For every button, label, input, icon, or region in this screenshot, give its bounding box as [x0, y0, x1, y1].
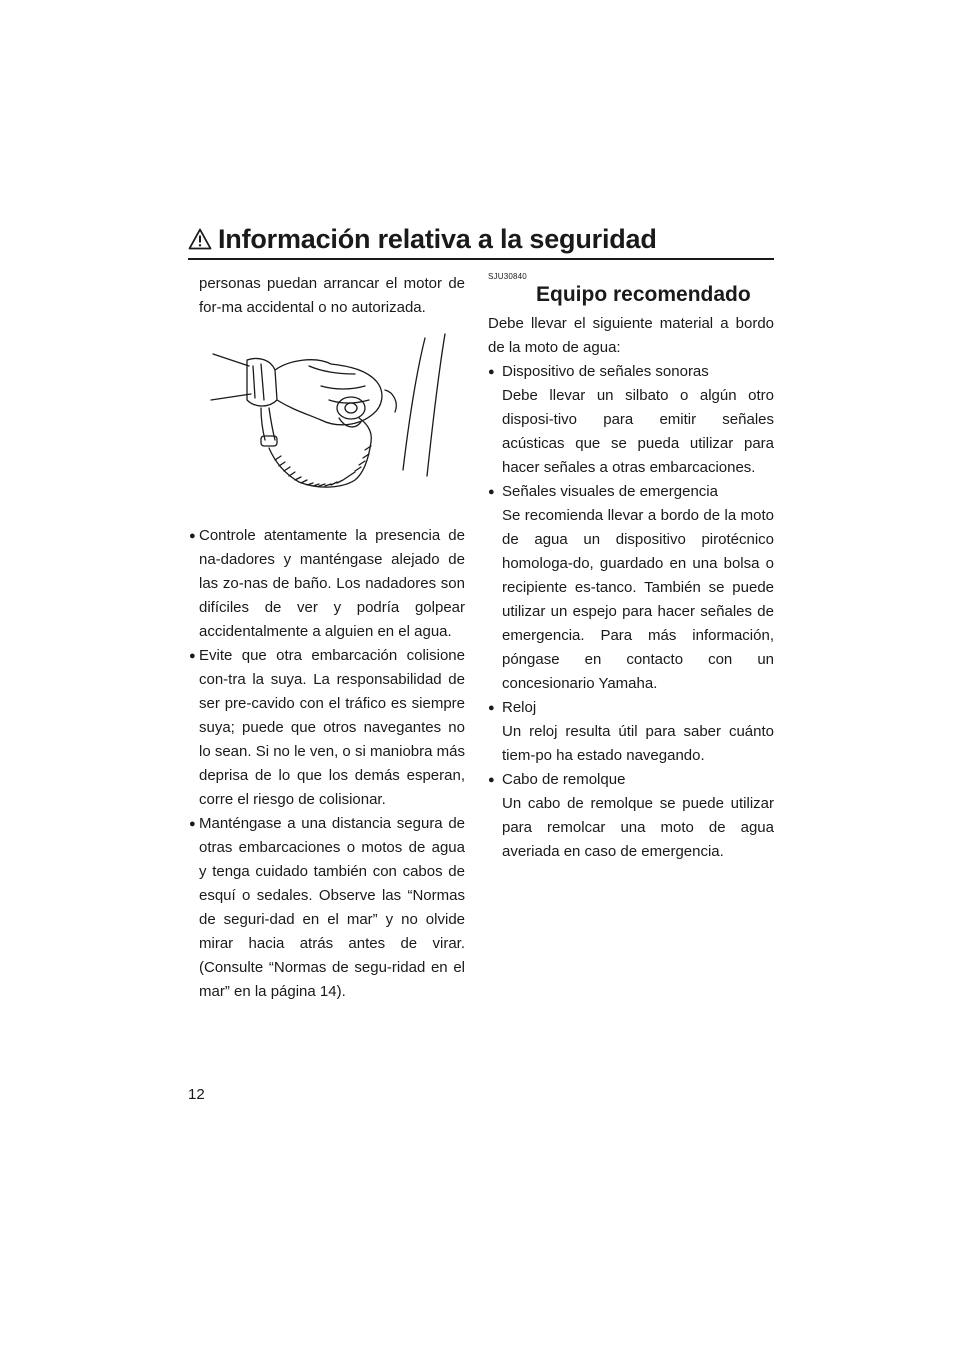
page-title: Información relativa a la seguridad	[218, 224, 657, 254]
gloved-hand-lanyard-illustration	[189, 330, 465, 508]
bullet-icon: ●	[488, 702, 495, 714]
list-item: ● Evite que otra embarcación colisione con-tra la suya. La responsabilidad de ser pre-cavido con el tráfico es siempre suya; puede que otros navegantes no lo sean. Si no le ven, o si maniobra más deprisa de lo que los demás esperan, corre el riesgo de colisionar.	[189, 644, 465, 812]
item-title: Reloj	[502, 699, 537, 716]
list-item	[488, 768, 774, 792]
page-number: 12	[188, 1086, 205, 1103]
list-item	[488, 696, 774, 720]
bullet-icon: ●	[189, 818, 196, 830]
item-title: Dispositivo de señales sonoras	[502, 363, 709, 380]
bullet-icon: ●	[488, 486, 495, 498]
item-title: Cabo de remolque	[502, 771, 626, 788]
left-column	[189, 272, 465, 1004]
section-title: Equipo recomendado	[536, 283, 751, 306]
section-intro: Debe llevar el siguiente material a bordo de la moto de agua:	[488, 315, 774, 356]
intro-paragraph: personas puedan arrancar el motor de for-ma accidental o no autorizada.	[199, 275, 465, 316]
warning-triangle-icon	[188, 228, 212, 250]
list-item	[488, 360, 774, 384]
section-code: SJU30840	[488, 272, 527, 281]
bullet-icon: ●	[488, 774, 495, 786]
list-item: ● Controle atentamente la presencia de na-dadores y manténgase alejado de las zo-nas de baño. Los nadadores son difíciles de ver y podría golpear accidentalmente a alguien en el agua.	[189, 524, 465, 644]
item-text: Un cabo de remolque se puede utilizar para remolcar una moto de agua averiada en caso de emergencia.	[502, 795, 774, 860]
bullet-icon: ●	[488, 366, 495, 378]
item-text: Debe llevar un silbato o algún otro disposi-tivo para emitir señales acústicas que se pueda utilizar para hacer señales a otras embarcaciones.	[502, 387, 774, 476]
bullet-icon: ●	[189, 530, 196, 542]
item-text: Un reloj resulta útil para saber cuánto tiem-po ha estado navegando.	[502, 723, 774, 764]
bullet-icon: ●	[189, 650, 196, 662]
page-header	[188, 224, 774, 260]
item-text: Se recomienda llevar a bordo de la moto de agua un dispositivo pirotécnico homologa-do, guardado en una bolsa o recipiente es-tanco. También se puede utilizar un espejo para hacer señales de emergencia. Para más información, póngase en contacto con un concesionario Yamaha.	[502, 507, 774, 692]
list-item: ● Manténgase a una distancia segura de otras embarcaciones o motos de agua y tenga cuidado también con cabos de esquí o sedales. Observe las “Normas de seguri-dad en el mar” y no olvide mirar hacia atrás antes de virar. (Consulte “Normas de segu-ridad en el mar” en la página 14).	[189, 812, 465, 1004]
list-item	[488, 480, 774, 504]
item-title: Señales visuales de emergencia	[502, 483, 718, 500]
right-column	[488, 272, 774, 864]
